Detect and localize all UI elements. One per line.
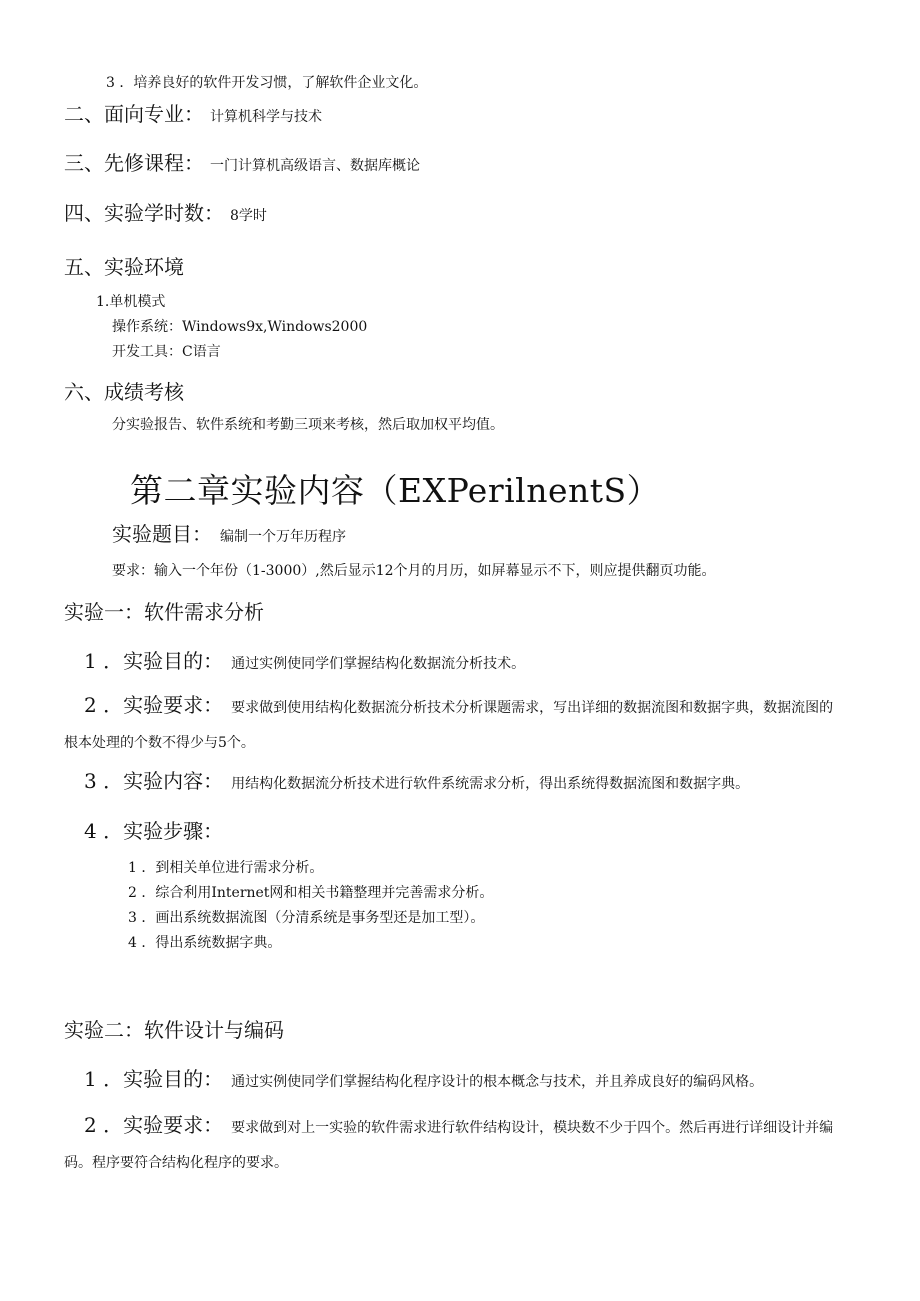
experiment-topic-value: 编制一个万年历程序 — [220, 529, 346, 545]
exp1-content-label: 3 ．实验内容： — [84, 769, 224, 793]
exp1-step-2: 2 ．综合利用Internet网和相关书籍整理并完善需求分析。 — [128, 885, 494, 901]
exp1-requirement-value: 要求做到使用结构化数据流分析技术分析课题需求，写出详细的数据流图和数据字典，数据流图的根本处理的个数不得少与5个。 — [64, 700, 834, 751]
experiment-topic-label: 实验题目： — [112, 522, 212, 546]
section-prerequisite-value: 一门计算机高级语言、数据库概论 — [210, 158, 420, 174]
exp1-step-4: 4 ．得出系统数据字典。 — [128, 935, 282, 951]
exp2-requirement-value: 要求做到对上一实验的软件需求进行软件结构设计，模块数不少于四个。然后再进行详细设计并编码。程序要符合结构化程序的要求。 — [64, 1120, 834, 1171]
exp1-requirement-label: 2 ．实验要求： — [84, 693, 224, 717]
experiment-2-title: 实验二：软件设计与编码 — [64, 1018, 284, 1042]
section-prerequisite — [64, 147, 420, 176]
section-hours-value: 8学时 — [230, 208, 267, 224]
objective-3: 3 ．培养良好的软件开发习惯，了解软件企业文化。 — [106, 75, 428, 91]
exp1-purpose-value: 通过实例使同学们掌握结构化数据流分析技术。 — [231, 656, 526, 672]
exp1-requirement — [64, 688, 834, 760]
environment-tool: 开发工具：C语言 — [112, 344, 221, 360]
exp1-purpose-label: 1 ．实验目的： — [84, 649, 224, 673]
environment-mode: 1.单机模式 — [96, 294, 166, 310]
section-major — [64, 98, 322, 127]
exp1-content — [84, 765, 749, 794]
section-major-label: 二、面向专业： — [64, 102, 204, 126]
experiment-requirement: 要求：输入一个年份（1-3000）,然后显示12个月的月历，如屏幕显示不下，则应提供翻页功能。 — [112, 563, 716, 579]
exp1-purpose — [84, 645, 525, 674]
exp2-purpose-label: 1 ．实验目的： — [84, 1067, 224, 1091]
section-hours — [64, 197, 267, 226]
exp1-step-1: 1 ．到相关单位进行需求分析。 — [128, 860, 324, 876]
section-hours-label: 四、实验学时数： — [64, 201, 224, 225]
exp2-requirement-label: 2 ．实验要求： — [84, 1113, 224, 1137]
exp2-purpose — [84, 1063, 763, 1092]
exp1-content-value: 用结构化数据流分析技术进行软件系统需求分析，得出系统得数据流图和数据字典。 — [231, 776, 750, 792]
section-prerequisite-label: 三、先修课程： — [64, 151, 204, 175]
exp1-steps-label: 4 ．实验步骤： — [84, 819, 224, 843]
experiment-1-title: 实验一：软件需求分析 — [64, 600, 264, 624]
experiment-topic — [112, 518, 346, 547]
assessment-text: 分实验报告、软件系统和考勤三项来考核，然后取加权平均值。 — [112, 417, 504, 433]
exp2-requirement — [64, 1108, 834, 1180]
chapter-title: 第二章实验内容（EXPerilnentS） — [130, 471, 661, 510]
exp1-step-3: 3 ．画出系统数据流图（分清系统是事务型还是加工型）。 — [128, 910, 485, 926]
section-assessment-title: 六、成绩考核 — [64, 380, 184, 404]
exp2-purpose-value: 通过实例使同学们掌握结构化程序设计的根本概念与技术，并且养成良好的编码风格。 — [231, 1074, 764, 1090]
section-environment-title: 五、实验环境 — [64, 255, 184, 279]
environment-os: 操作系统：Windows9x,Windows2000 — [112, 319, 368, 335]
section-major-value: 计算机科学与技术 — [210, 109, 322, 125]
